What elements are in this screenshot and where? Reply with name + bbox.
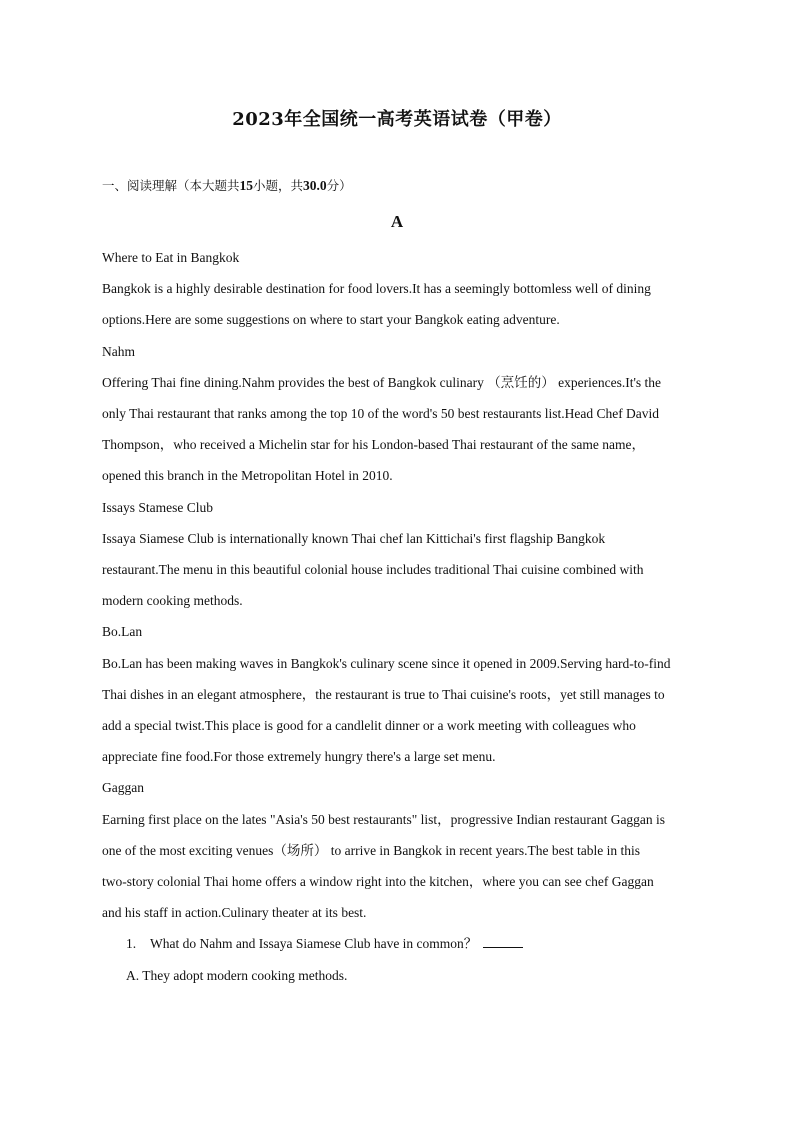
passage-line: options.Here are some suggestions on where to start your Bangkok eating adventure. xyxy=(102,312,560,328)
passage-line: Thompson，who received a Michelin star for his London-based Thai restaurant of the same name， xyxy=(102,437,645,453)
section-heading xyxy=(102,176,352,194)
passage-title: Where to Eat in Bangkok xyxy=(102,250,240,265)
section-mid: 小题，共 xyxy=(253,178,304,193)
passage-line: appreciate fine food.For those extremely hungry there's a large set menu. xyxy=(102,749,496,765)
passage-letter: A xyxy=(390,212,404,231)
restaurant-heading-issaya: Issays Stamese Club xyxy=(102,499,213,515)
passage-line: Bo.Lan has been making waves in Bangkok's culinary scene since it opened in 2009.Serving hard-to-find xyxy=(102,655,671,671)
section-suffix: 分） xyxy=(326,178,352,193)
passage-line: Earning first place on the lates "Asia's 50 best restaurants" list，progressive Indian restaurant Gaggan is xyxy=(102,811,666,827)
question-text: What do Nahm and Issaya Siamese Club have in common？ xyxy=(150,936,478,952)
passage-line: only Thai restaurant that ranks among the top 10 of the word's 50 best restaurants list.Head Chef David xyxy=(102,406,660,422)
answer-blank[interactable] xyxy=(483,935,523,948)
restaurant-heading-bolan: Bo.Lan xyxy=(102,624,143,640)
passage-line: opened this branch in the Metropolitan Hotel in 2010. xyxy=(102,468,393,484)
passage-line: one of the most exciting venues（场所） to arrive in Bangkok in recent years.The best table in this xyxy=(102,842,640,858)
passage-line: modern cooking methods. xyxy=(102,593,243,609)
section-score: 30.0 xyxy=(303,178,327,193)
section-prefix: 一、阅读理解（本大题共 xyxy=(102,178,240,193)
passage-line: Bangkok is a highly desirable destination for food lovers.It has a seemingly bottomless well of dining xyxy=(102,281,651,297)
question-number: 1. xyxy=(126,936,137,952)
passage-line: two-story colonial Thai home offers a window right into the kitchen，where you can see chef Gaggan xyxy=(102,874,654,890)
passage-line: Issaya Siamese Club is internationally known Thai chef lan Kittichai's first flagship Bangkok xyxy=(102,530,606,546)
passage-line: add a special twist.This place is good for a candlelit dinner or a work meeting with colleagues who xyxy=(102,718,636,734)
exam-title: 2023年全国统一高考英语试卷（甲卷） xyxy=(232,109,562,130)
section-question-count: 15 xyxy=(239,178,254,193)
passage-line: Thai dishes in an elegant atmosphere，the restaurant is true to Thai cuisine's roots，yet still manages to xyxy=(102,686,665,702)
question-1 xyxy=(102,928,702,959)
passage-line: restaurant.The menu in this beautiful colonial house includes traditional Thai cuisine combined with xyxy=(102,562,644,578)
restaurant-heading-nahm: Nahm xyxy=(102,343,135,359)
option-a: A. They adopt modern cooking methods. xyxy=(126,967,348,983)
restaurant-heading-gaggan: Gaggan xyxy=(102,780,144,796)
passage-line: Offering Thai fine dining.Nahm provides the best of Bangkok culinary （烹饪的） experiences.It's the xyxy=(102,374,662,390)
passage-line: and his staff in action.Culinary theater at its best. xyxy=(102,905,367,921)
passage-body xyxy=(102,242,702,991)
